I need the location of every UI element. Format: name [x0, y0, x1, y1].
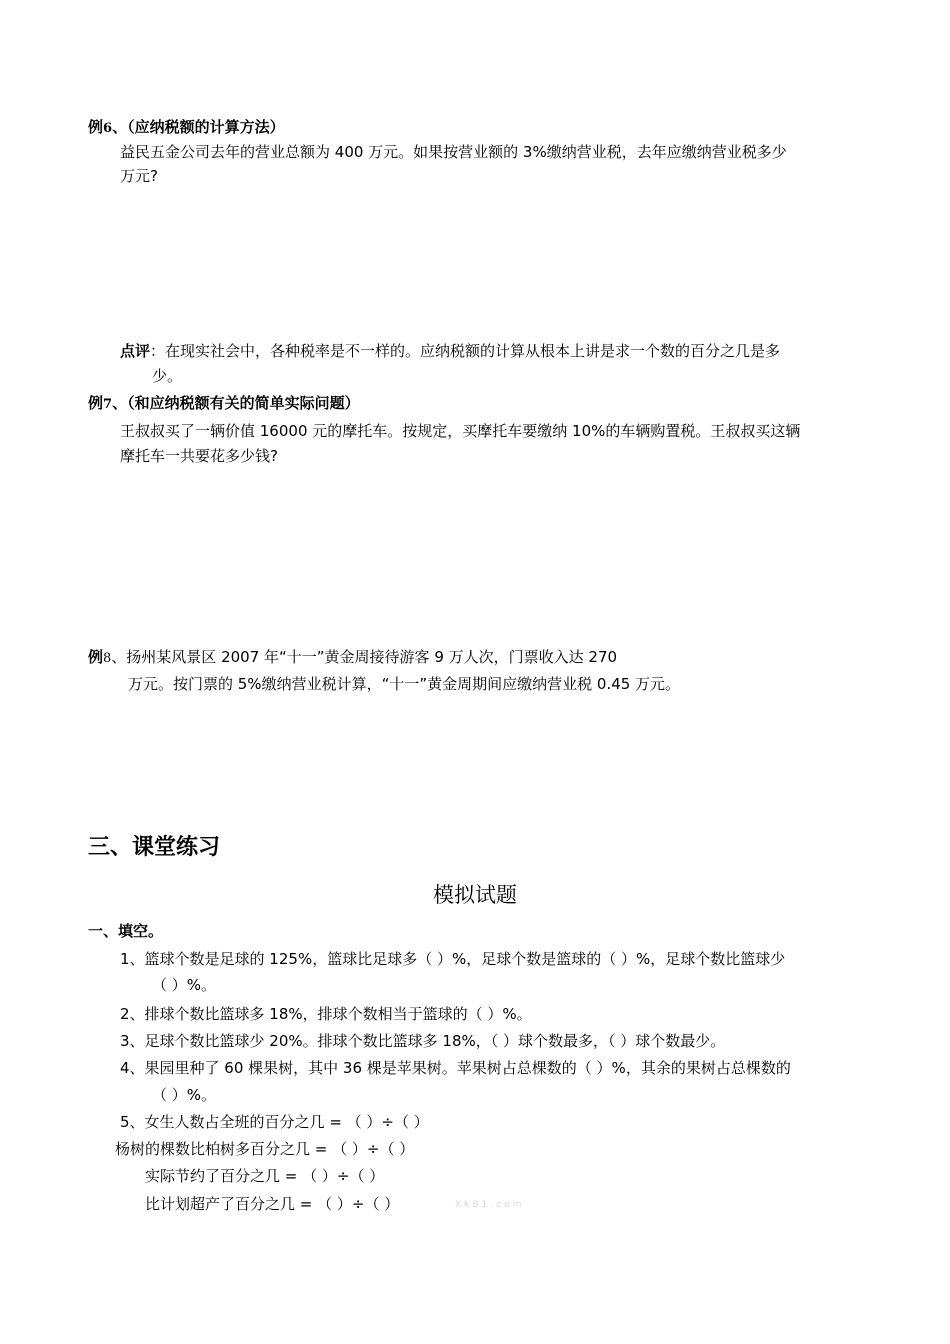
- section-3-title: 三、课堂练习: [88, 835, 221, 860]
- example-6-heading: 例6、（应纳税额的计算方法）: [88, 118, 285, 136]
- question-1-line-1: 1、篮球个数是足球的 125%，篮球比足球多（ ）%，足球个数是篮球的（ ）%，足球个数比篮球少: [120, 950, 786, 968]
- example-8-line-2: 万元。按门票的 5%缴纳营业税计算，“十一”黄金周期间应缴纳营业税 0.45 万元。: [128, 675, 681, 693]
- watermark: XkB1.com: [455, 1200, 525, 1210]
- example-7-heading: 例7、（和应纳税额有关的简单实际问题）: [88, 394, 360, 412]
- question-5-line-3: 实际节约了百分之几 = （ ）÷（ ）: [145, 1167, 385, 1185]
- mock-exam-title: 模拟试题: [433, 883, 517, 907]
- example-7-line-1: 王叔叔买了一辆价值 16000 元的摩托车。按规定，买摩托车要缴纳 10%的车辆购置税。王叔叔买这辆: [120, 422, 801, 440]
- question-2: 2、排球个数比篮球多 18%，排球个数相当于篮球的（ ）%。: [120, 1005, 532, 1023]
- example-8-line-1: 例8、扬州某风景区 2007 年“十一”黄金周接待游客 9 万人次，门票收入达 270: [88, 648, 618, 666]
- question-5-line-2: 杨树的棵数比柏树多百分之几 = （ ）÷（ ）: [115, 1140, 415, 1158]
- example-6-line-2: 万元?: [120, 167, 158, 185]
- example-6-line-1: 益民五金公司去年的营业总额为 400 万元。如果按营业额的 3%缴纳营业税，去年应缴纳营业税多少: [120, 143, 787, 161]
- comment-line-1: 点评：在现实社会中，各种税率是不一样的。应纳税额的计算从根本上讲是求一个数的百分之几是多: [120, 342, 781, 360]
- question-4-line-2: （ ）%。: [152, 1086, 217, 1104]
- example-7-line-2: 摩托车一共要花多少钱?: [120, 447, 278, 465]
- question-5-line-4: 比计划超产了百分之几 = （ ）÷（ ）: [145, 1195, 400, 1213]
- comment-line-2: 少。: [152, 367, 183, 385]
- part-1-title: 一、填空。: [88, 922, 164, 940]
- question-1-line-2: （ ）%。: [152, 976, 217, 994]
- question-5-line-1: 5、女生人数占全班的百分之几 = （ ）÷（ ）: [120, 1113, 429, 1131]
- question-3: 3、足球个数比篮球少 20%。排球个数比篮球多 18%，（ ）球个数最多，（ ）球个数最少。: [120, 1032, 726, 1050]
- question-4-line-1: 4、果园里种了 60 棵果树，其中 36 棵是苹果树。苹果树占总棵数的（ ）%，其余的果树占总棵数的: [120, 1059, 791, 1077]
